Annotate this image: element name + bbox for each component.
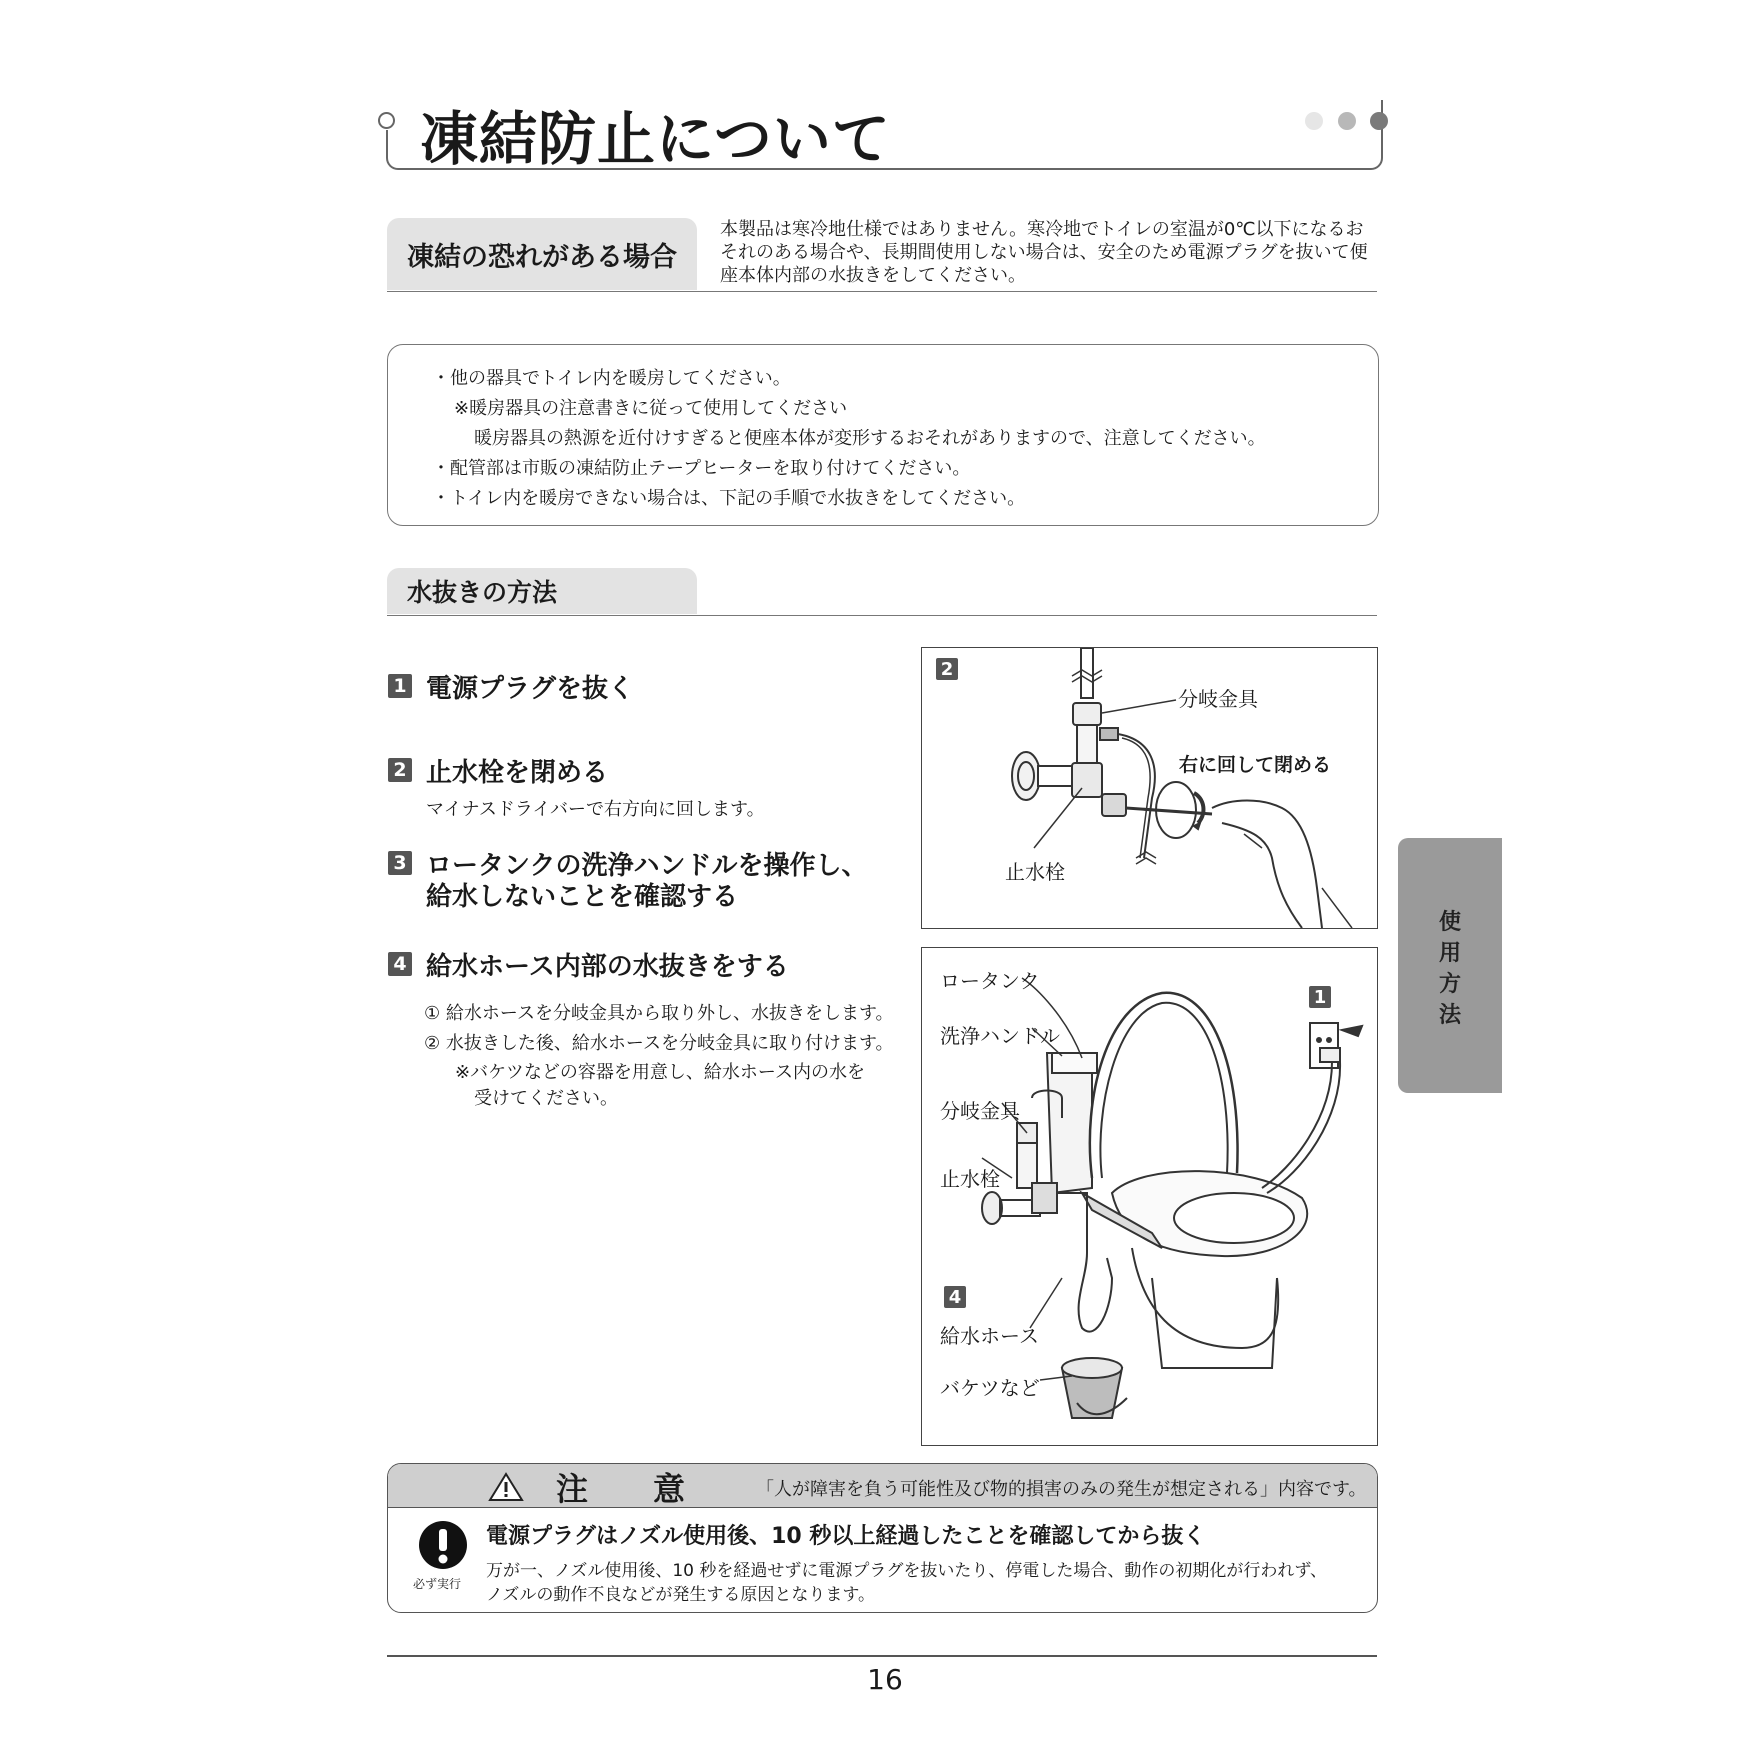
intro-text: 本製品は寒冷地仕様ではありません。寒冷地でトイレの室温が0℃以下になるおそれのある場合や、長期間使用しない場合は、安全のため電源プラグを抜いて便座本体内部の水抜きをしてください。 — [720, 219, 1368, 286]
note-line: ※暖房器具の注意書きに従って使用してください — [454, 398, 848, 419]
label-turn-right: 右に回して閉める — [1179, 754, 1332, 776]
label-supply-hose: 給水ホース — [940, 1324, 1039, 1348]
step-title: 電源プラグを抜く — [426, 674, 635, 704]
caution-body: ノズルの動作不良などが発生する原因となります。 — [486, 1585, 875, 1605]
side-tab-char: 使 — [1438, 910, 1461, 935]
figure-number: 4 — [944, 1286, 966, 1308]
step-substep: ② 水抜きした後、給水ホースを分岐金具に取り付けます。 — [424, 1033, 894, 1054]
caution-label: 注 — [556, 1470, 591, 1508]
step-title: 止水栓を閉める — [426, 758, 609, 788]
caution-label: 意 — [653, 1470, 686, 1508]
page-title: 凍結防止について — [420, 105, 891, 173]
section-tab-freeze-risk: 凍結の恐れがある場合 — [387, 218, 697, 290]
figure-number: 2 — [936, 658, 958, 680]
step-number: 2 — [388, 758, 412, 782]
mandatory-action-icon — [418, 1520, 468, 1570]
side-tab-char: 方 — [1438, 972, 1461, 997]
page-number: 16 — [867, 1663, 903, 1696]
step-number: 1 — [388, 674, 412, 698]
note-line: ・トイレ内を暖房できない場合は、下記の手順で水抜きをしてください。 — [432, 488, 1026, 509]
figure-number: 1 — [1309, 986, 1331, 1008]
label-low-tank: ロータンク — [940, 969, 1040, 993]
note-line: ・他の器具でトイレ内を暖房してください。 — [432, 368, 791, 389]
step-description: マイナスドライバーで右方向に回します。 — [426, 799, 765, 820]
step-note: ※バケツなどの容器を用意し、給水ホース内の水を — [455, 1062, 865, 1083]
note-line: ・配管部は市販の凍結防止テープヒーターを取り付けてください。 — [432, 458, 971, 479]
step-title: ロータンクの洗浄ハンドルを操作し、 — [426, 851, 868, 881]
figure-stopcock-panel — [921, 647, 1378, 929]
label-bucket: バケツなど — [940, 1376, 1040, 1400]
label-flush-handle: 洗浄ハンドル — [940, 1024, 1060, 1048]
section-rule — [387, 291, 1377, 292]
progress-dot-2 — [1338, 112, 1356, 130]
section-tab-drain-method: 水抜きの方法 — [387, 568, 697, 614]
warning-triangle-icon — [488, 1472, 524, 1502]
mandatory-action-label: 必ず実行 — [413, 1577, 462, 1591]
label-stopcock: 止水栓 — [1005, 860, 1065, 884]
side-tab-char: 法 — [1438, 1003, 1461, 1028]
label-branch-fitting: 分岐金具 — [1178, 687, 1258, 711]
label-stopcock: 止水栓 — [940, 1167, 1000, 1191]
caution-description: 「人が障害を負う可能性及び物的損害のみの発生が想定される」内容です。 — [756, 1479, 1367, 1500]
section-rule — [387, 615, 1377, 616]
progress-dot-1 — [1305, 112, 1323, 130]
progress-dot-3 — [1370, 112, 1388, 130]
note-line: 暖房器具の熱源を近付けすぎると便座本体が変形するおそれがありますので、注意してください。 — [474, 428, 1266, 449]
step-title: 給水ホース内部の水抜きをする — [426, 952, 789, 982]
caution-title: 電源プラグはノズル使用後、10 秒以上経過したことを確認してから抜く — [486, 1524, 1206, 1549]
stopcock-illustration — [922, 648, 1377, 928]
title-ring-icon — [378, 112, 395, 129]
step-substep: ① 給水ホースを分岐金具から取り外し、水抜きをします。 — [424, 1003, 894, 1024]
figure-toilet-panel — [921, 947, 1378, 1446]
label-branch-fitting: 分岐金具 — [940, 1099, 1020, 1123]
step-title: 給水しないことを確認する — [426, 882, 739, 912]
step-number: 3 — [388, 851, 412, 875]
step-note: 受けてください。 — [474, 1088, 618, 1109]
caution-body: 万が一、ノズル使用後、10 秒を経過せずに電源プラグを抜いたり、停電した場合、動作の初期化が行われず、 — [486, 1561, 1327, 1581]
caution-box — [387, 1463, 1378, 1613]
side-tab-char: 用 — [1438, 941, 1461, 966]
step-number: 4 — [388, 952, 412, 976]
footer-rule — [387, 1655, 1377, 1657]
